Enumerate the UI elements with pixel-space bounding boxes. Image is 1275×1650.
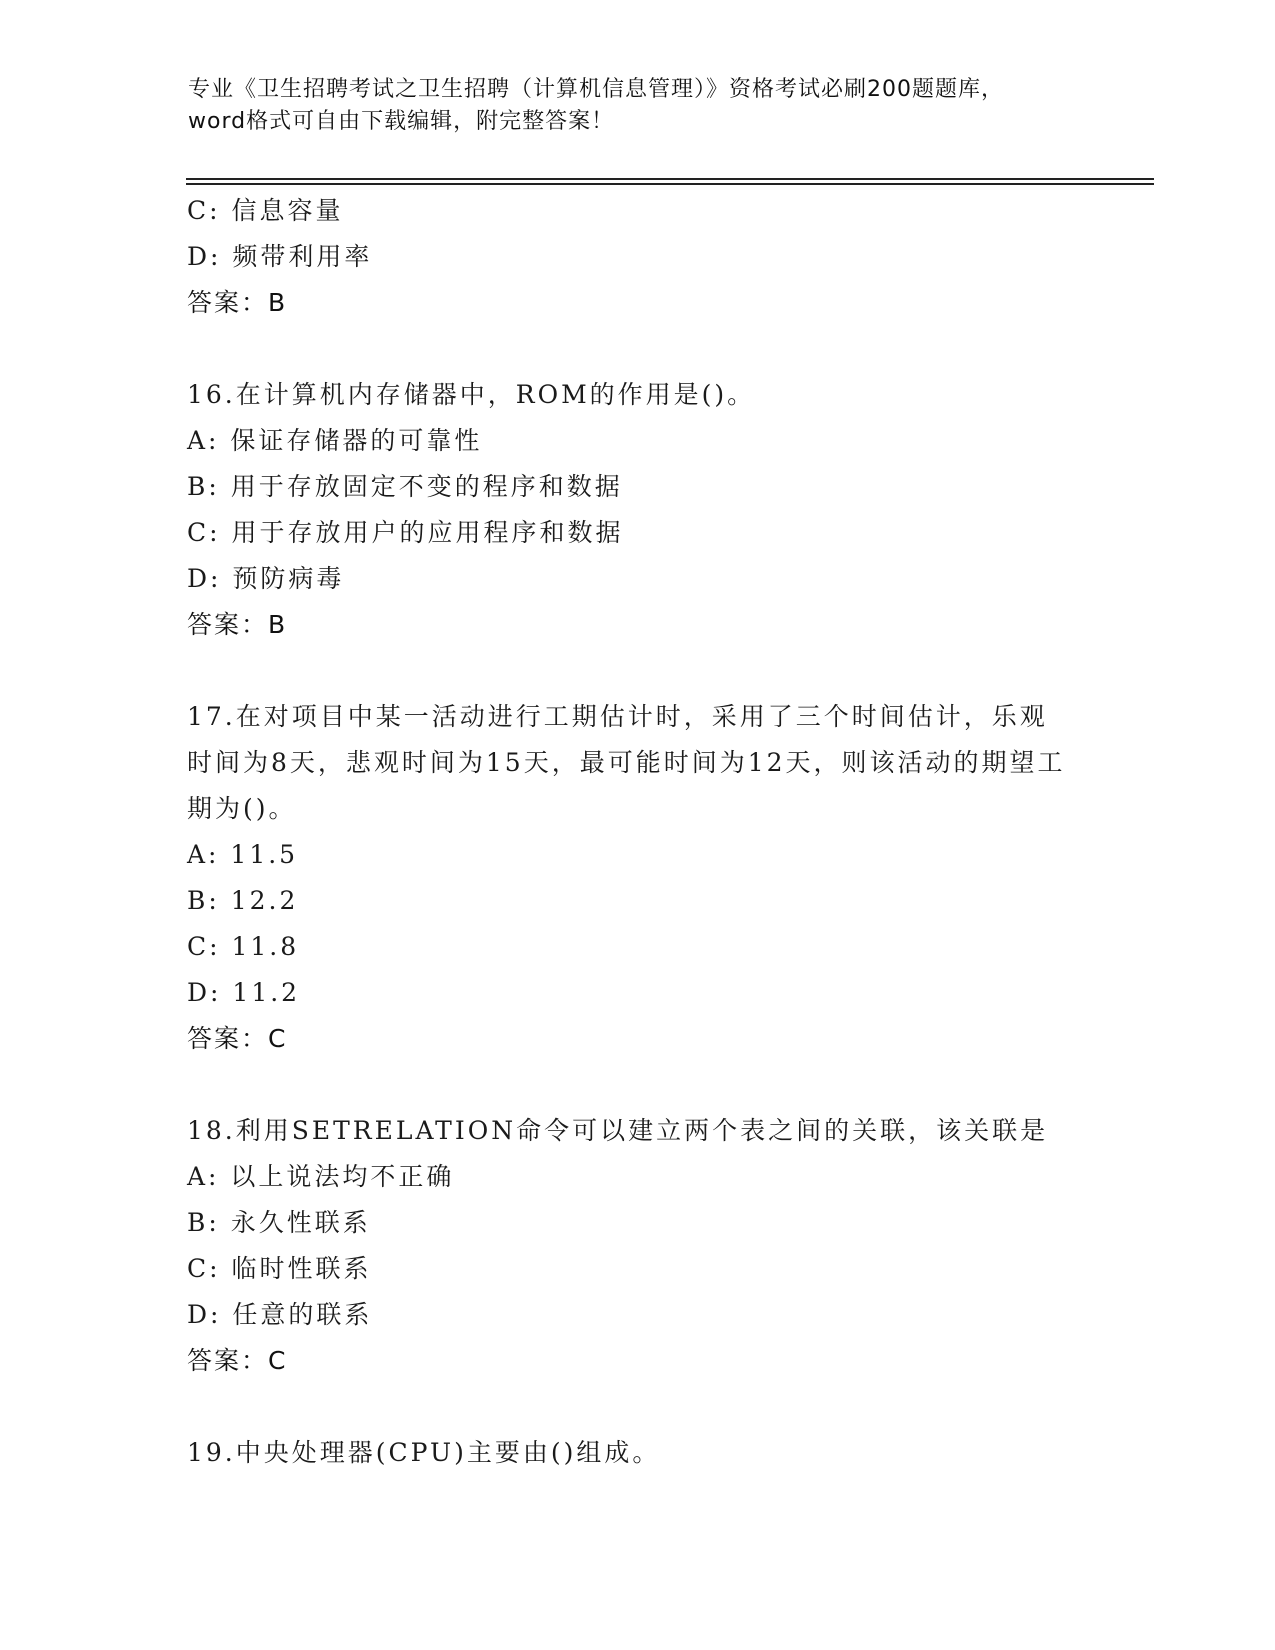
option-a: A: 11.5 — [187, 840, 299, 869]
question-text: 18.利用SETRELATION命令可以建立两个表之间的关联，该关联是 — [187, 1116, 1049, 1145]
header-title-line-1: 专业《卫生招聘考试之卫生招聘（计算机信息管理）》资格考试必刷200题题库， — [188, 77, 1004, 102]
answer-label: 答案：B — [187, 288, 288, 317]
option-c: C: 临时性联系 — [187, 1254, 372, 1283]
question-block-17 — [187, 694, 1107, 1062]
option-a: A: 以上说法均不正确 — [187, 1162, 455, 1191]
spacer — [187, 648, 1107, 694]
option-c: C: 11.8 — [187, 932, 300, 961]
question-block-18 — [187, 1108, 1107, 1384]
option-d: D: 频带利用率 — [187, 242, 373, 271]
option-c: C: 用于存放用户的应用程序和数据 — [187, 518, 624, 547]
question-text: 19.中央处理器(CPU)主要由()组成。 — [187, 1438, 661, 1467]
question-text: 16.在计算机内存储器中，ROM的作用是()。 — [187, 380, 756, 409]
option-b: B: 用于存放固定不变的程序和数据 — [187, 472, 623, 501]
answer-label: 答案：B — [187, 610, 288, 639]
question-block-15-partial — [187, 188, 1107, 326]
header-divider-bottom — [186, 183, 1154, 185]
option-d: D: 11.2 — [187, 978, 301, 1007]
option-b: B: 12.2 — [187, 886, 299, 915]
option-b: B: 永久性联系 — [187, 1208, 371, 1237]
option-a: A: 保证存储器的可靠性 — [187, 426, 483, 455]
spacer — [187, 1062, 1107, 1108]
header-title-line-2: word格式可自由下载编辑，附完整答案！ — [188, 109, 615, 134]
header-divider-top — [186, 178, 1154, 180]
option-d: D: 预防病毒 — [187, 564, 345, 593]
question-block-16 — [187, 372, 1107, 648]
answer-label: 答案：C — [187, 1346, 288, 1375]
document-header — [188, 74, 1068, 138]
question-list — [187, 188, 1107, 1476]
spacer — [187, 326, 1107, 372]
question-text: 17.在对项目中某一活动进行工期估计时，采用了三个时间估计，乐观时间为8天，悲观时间为15天，最可能时间为12天，则该活动的期望工期为()。 — [187, 702, 1066, 823]
question-block-19 — [187, 1430, 1107, 1476]
option-d: D: 任意的联系 — [187, 1300, 373, 1329]
answer-label: 答案：C — [187, 1024, 288, 1053]
option-c: C: 信息容量 — [187, 196, 344, 225]
spacer — [187, 1384, 1107, 1430]
